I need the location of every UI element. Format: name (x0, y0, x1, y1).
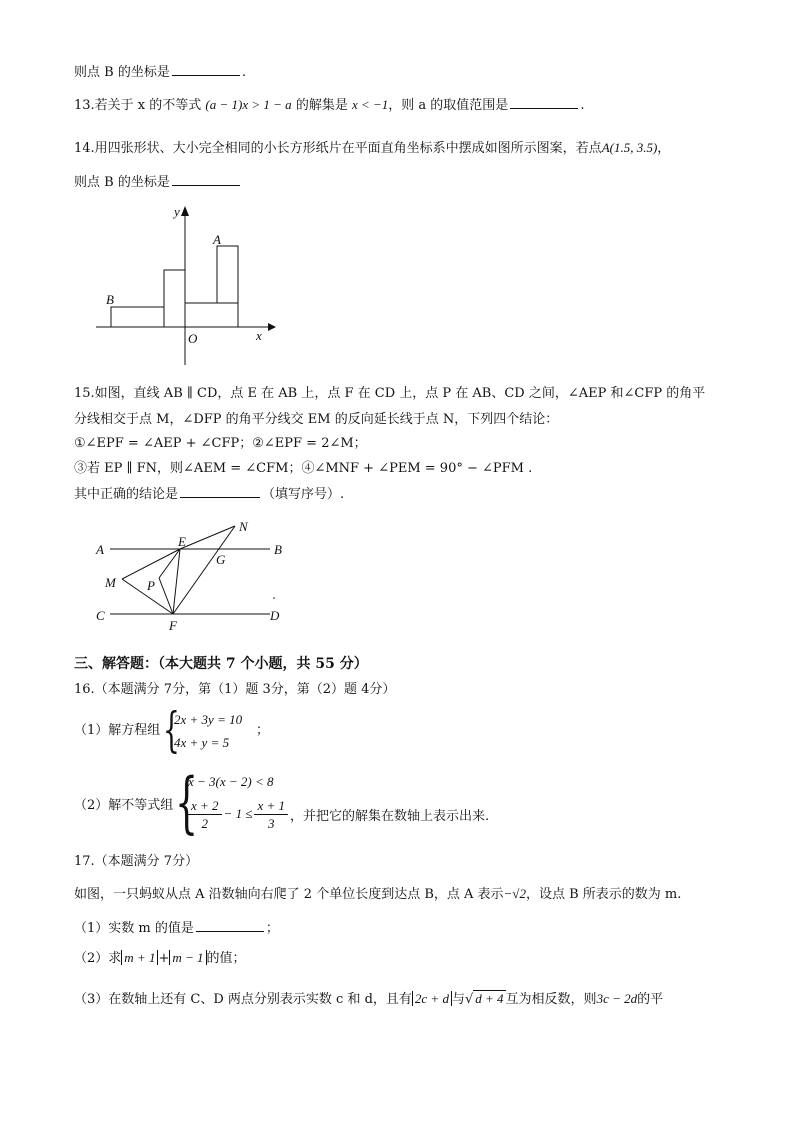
q12-text: 则点 B 的坐标是 (74, 65, 170, 80)
label-m: M (105, 575, 116, 590)
q17-part1 (74, 918, 279, 939)
rectangle-b (111, 307, 164, 327)
abs-expr-2: m − 1 (169, 950, 206, 965)
q16-ineq2-mid: − 1 ≤ (223, 806, 253, 821)
label-f: F (169, 618, 177, 633)
q17-p3-expr: 3c − 2d (596, 991, 638, 1006)
q13-mid: 的解集是 (295, 98, 348, 113)
q16-part2-label: （2）解不等式组 (74, 798, 174, 813)
answer-blank[interactable] (180, 484, 260, 498)
fraction-1-num: x + 2 (188, 797, 222, 815)
q17-p1-end: ； (265, 921, 279, 936)
q17-p3-b: 互为相反数，则 (505, 992, 597, 1007)
q14-text: 14.用四张形状、大小完全相同的小长方形纸片在平面直角坐标系中摆成如图所示图案，若点 (74, 141, 602, 156)
q15-line1: 15.如图，直线 AB ∥ CD，点 E 在 AB 上，点 F 在 CD 上，点 P 在 AB、CD 之间，∠AEP 和∠CFP 的角平 (74, 386, 706, 401)
label-a: A (96, 542, 104, 557)
q17-p2-a: （2）求 (74, 951, 122, 966)
label-n: N (239, 519, 248, 534)
question-15-line3 (74, 434, 367, 454)
q13-inequality: (a − 1)x > 1 − a (205, 97, 292, 112)
question-15-line2 (74, 410, 558, 430)
q17-p3-c: 的平 (637, 992, 664, 1007)
brace-icon: { (175, 764, 199, 841)
question-15-line5 (74, 484, 344, 505)
label-a: A (213, 232, 221, 247)
question-14-line2 (74, 172, 242, 193)
question-15-line1 (74, 384, 705, 404)
q16-part1-end: ； (256, 723, 270, 738)
q17-intro-val: −√2 (503, 886, 526, 901)
x-axis-arrow-icon (268, 323, 276, 331)
fraction-2 (254, 797, 288, 832)
label-x: x (256, 328, 262, 343)
label-o: O (188, 331, 198, 346)
sqrt-icon: √ (464, 992, 474, 1007)
question-15-line4 (74, 459, 532, 479)
q15-line5a: 其中正确的结论是 (74, 487, 179, 502)
sqrt-expr: d + 4 (475, 991, 504, 1006)
q16-part1-label: （1）解方程组 (74, 723, 161, 738)
q16-eq2: 4x + y = 5 (174, 735, 230, 750)
segment-em (122, 549, 180, 579)
answer-blank[interactable] (196, 918, 264, 932)
fraction-1 (188, 797, 222, 832)
q17-p2-plus: + (158, 951, 170, 966)
label-b: B (106, 292, 114, 307)
abs-expr-1: m + 1 (121, 950, 158, 965)
q13-prefix: 13.若关于 x 的不等式 (74, 98, 202, 113)
rectangle-horizontal-2 (185, 303, 238, 327)
q17-p1: （1）实数 m 的值是 (74, 921, 194, 936)
fraction-2-den: 3 (267, 816, 275, 831)
dot-mark (273, 597, 275, 599)
label-p: P (147, 578, 155, 593)
y-axis-arrow-icon (181, 206, 189, 216)
label-y: y (174, 204, 180, 219)
question-14: 14.用四张形状、大小完全相同的小长方形纸片在平面直角坐标系中摆成如图所示图案，若点A(1.5, 3.5)， (74, 140, 671, 156)
q16-part2-end: ，并把它的解集在数轴上表示出来. (290, 809, 490, 824)
brace-icon: { (163, 702, 180, 758)
rectangle-vertical-1 (164, 270, 185, 327)
q17-intro (74, 884, 681, 905)
q15-line3: ①∠EPF = ∠AEP + ∠CFP；②∠EPF = 2∠M； (74, 436, 367, 451)
label-b: B (274, 542, 282, 557)
q16-ineq2 (186, 797, 489, 832)
question-16-header: 16.（本题满分 7分，第（1）题 3分，第（2）题 4分） (74, 682, 396, 697)
section-3-heading: 三、解答题：（本大题共 7 个小题，共 55 分） (74, 656, 368, 672)
q17-p2-b: 的值； (206, 951, 246, 966)
label-g: G (216, 552, 226, 567)
q17-part3 (74, 989, 663, 1010)
q15-figure (92, 518, 292, 636)
answer-blank[interactable] (510, 95, 578, 109)
q16-eq1: 2x + 3y = 10 (174, 712, 243, 727)
q15-line5b: （填写序号）. (262, 487, 345, 502)
q14-line2: 则点 B 的坐标是 (74, 175, 170, 190)
q14-point: A(1.5, 3.5) (601, 140, 658, 155)
q12-tail: 则点 B 的坐标是 . (74, 62, 246, 83)
question-13: 13.若关于 x 的不等式 (a − 1)x > 1 − a 的解集是 x < −1，则 a 的取值范围是 . (74, 97, 585, 113)
answer-blank[interactable] (172, 62, 240, 76)
fraction-1-den: 2 (201, 816, 209, 831)
q15-line4: ③若 EP ∥ FN，则∠AEM = ∠CFM；④∠MNF + ∠PEM = 90° − ∠PFM . (74, 461, 533, 476)
rectangle-a (217, 246, 238, 303)
segment-ef (173, 549, 180, 614)
abs-expr-3: 2c + d (412, 991, 452, 1006)
q14-figure (96, 200, 286, 370)
q17-p3-a: （3）在数轴上还有 C、D 两点分别表示实数 c 和 d，且有 (74, 992, 412, 1007)
q17-intro-a: 如图，一只蚂蚁从点 A 沿数轴向右爬了 2 个单位长度到达点 B，点 A 表示 (74, 887, 504, 902)
q15-line2: 分线相交于点 M，∠DFP 的角平分线交 EM 的反向延长线于点 N，下列四个结论： (74, 412, 559, 427)
label-d: D (270, 608, 280, 623)
label-c: C (96, 608, 105, 623)
fraction-2-num: x + 1 (254, 797, 288, 815)
answer-blank[interactable] (172, 172, 240, 186)
q17-part2 (74, 948, 246, 969)
q17-intro-b: ，设点 B 所表示的数为 m. (525, 887, 682, 902)
q13-suffix: ，则 a 的取值范围是 (388, 98, 509, 113)
q16-ineq1: x − 3(x − 2) < 8 (188, 774, 274, 789)
label-e: E (178, 534, 186, 549)
q13-solution: x < −1 (351, 97, 389, 112)
q17-p3-mid: 与 (451, 992, 465, 1007)
question-17-header: 17.（本题满分 7分） (74, 854, 199, 869)
